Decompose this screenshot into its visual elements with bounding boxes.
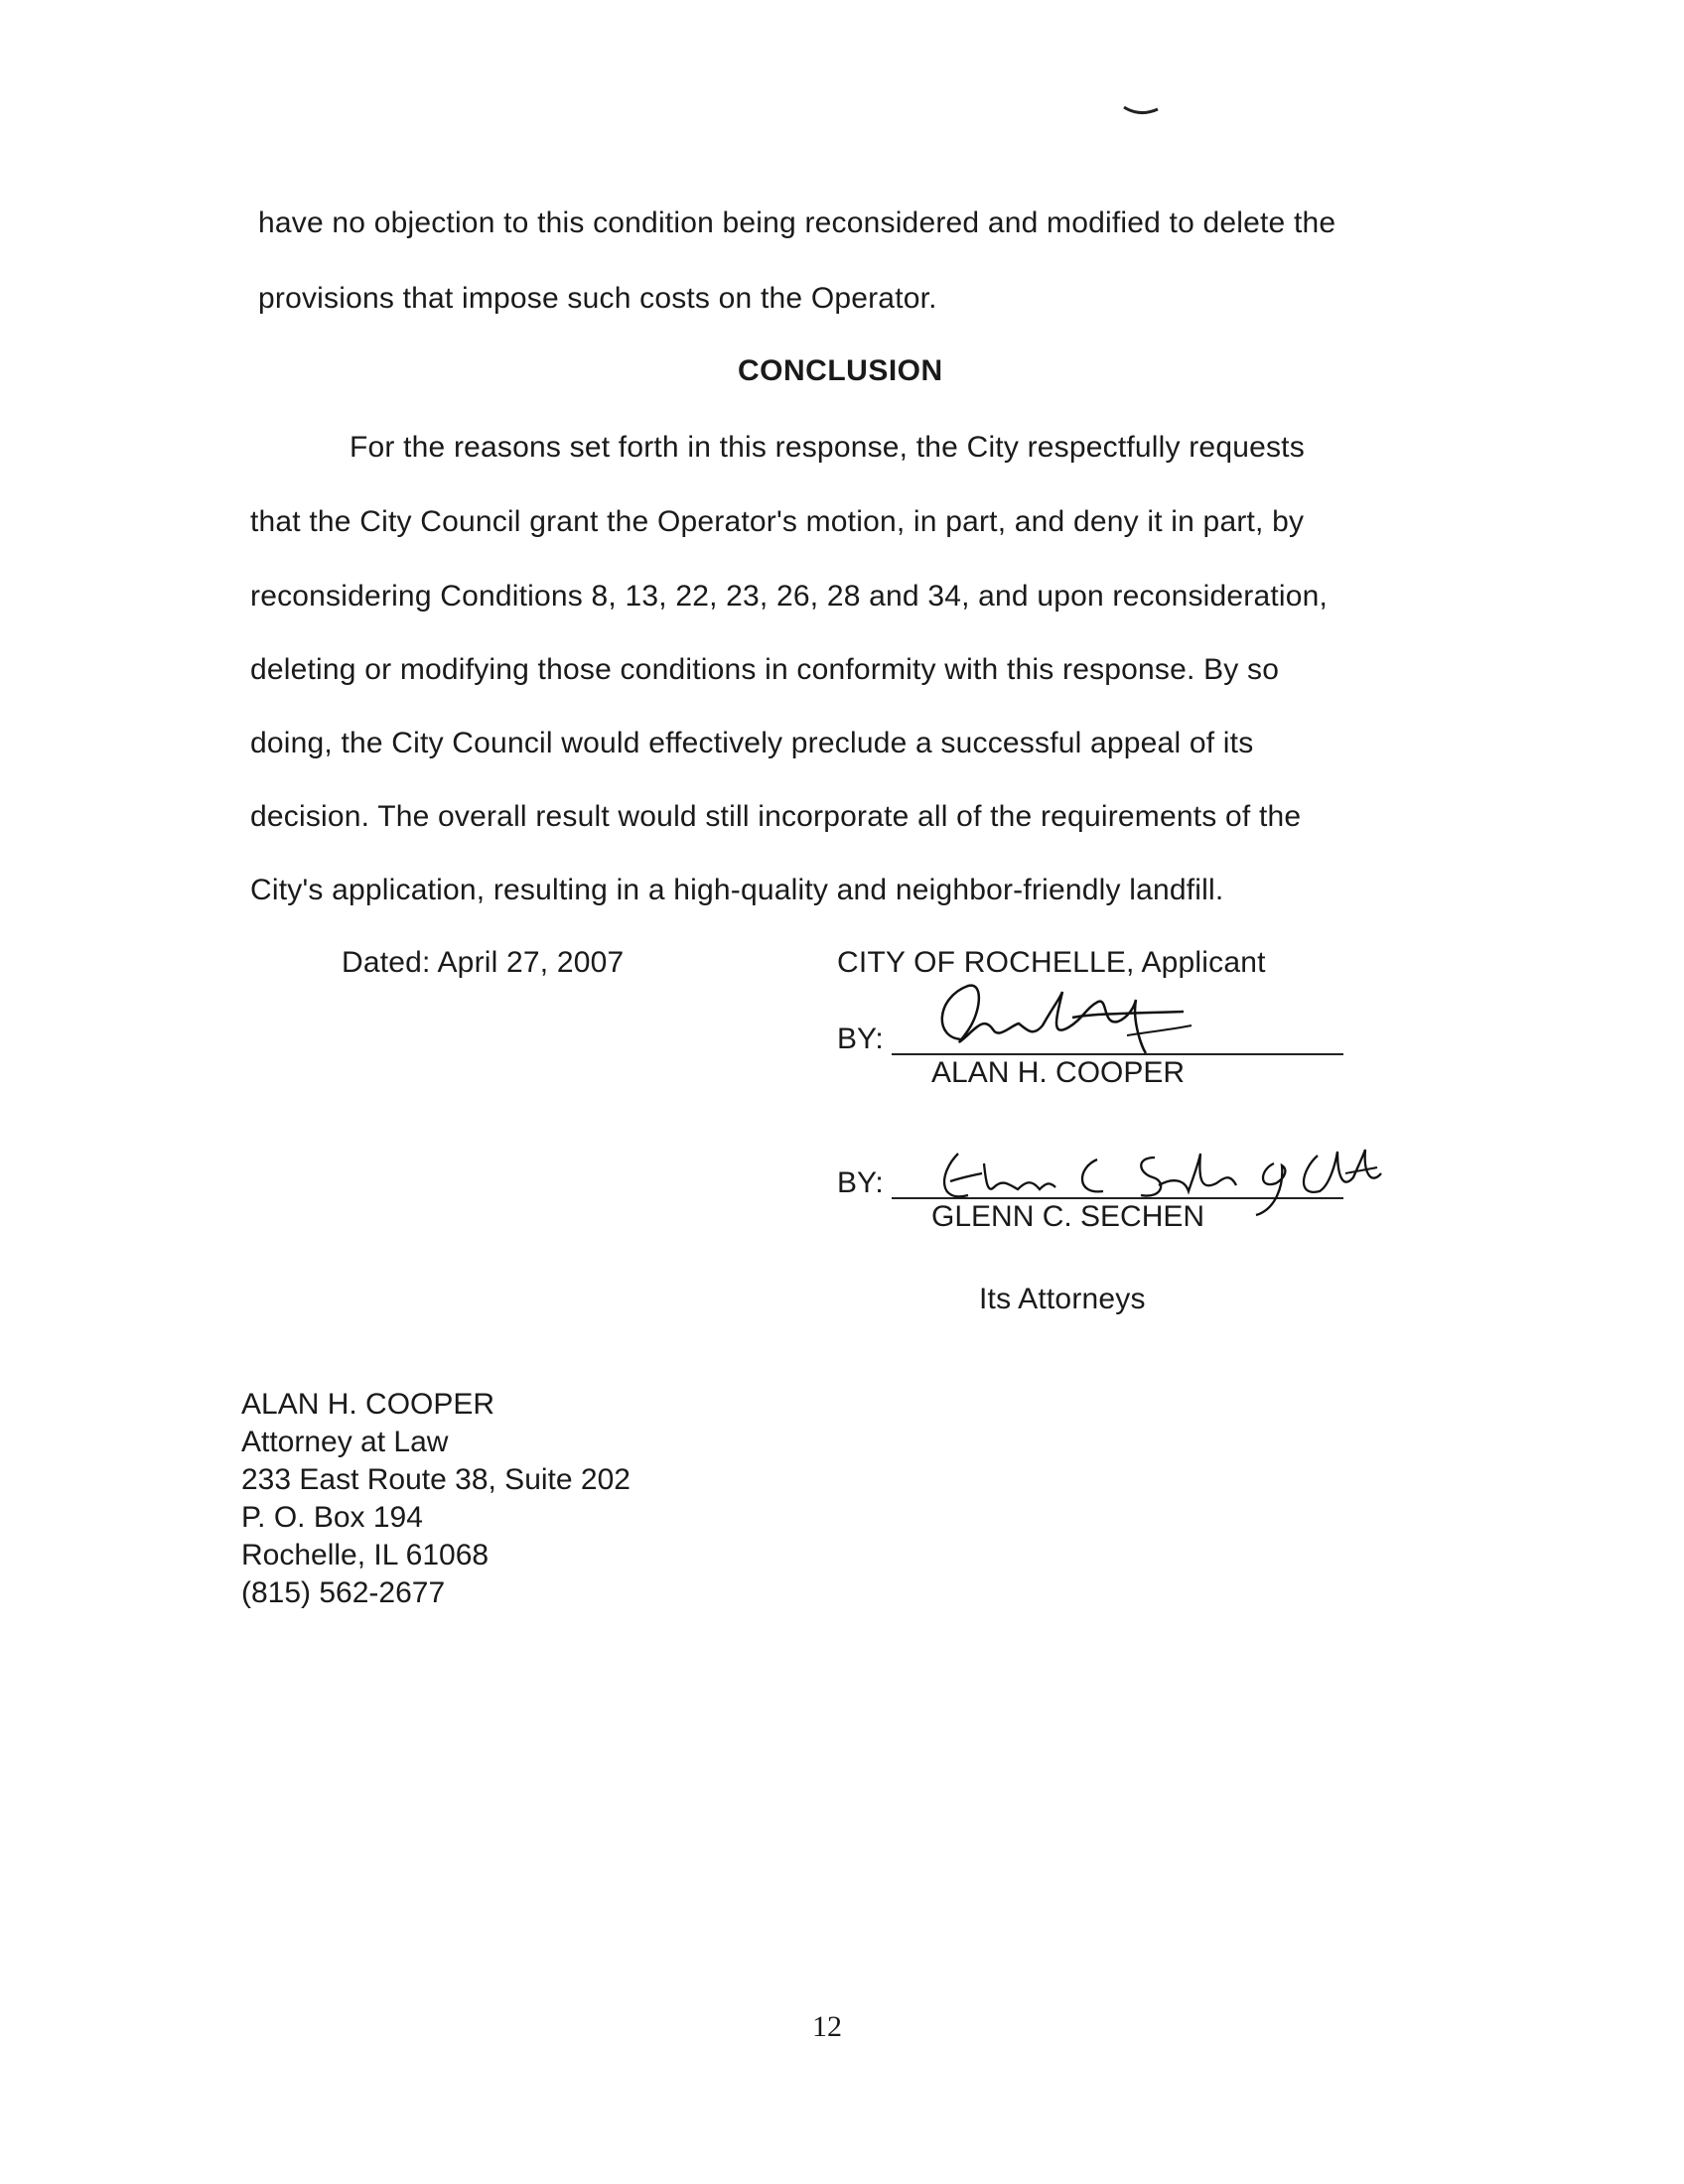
conclusion-line-7: City's application, resulting in a high-quality and neighbor-friendly landfill. bbox=[250, 874, 1224, 906]
conclusion-line-5: doing, the City Council would effectively preclude a successful appeal of its bbox=[250, 727, 1254, 759]
section-heading: CONCLUSION bbox=[738, 354, 943, 387]
conclusion-line-6: decision. The overall result would still incorporate all of the requirements of the bbox=[250, 800, 1302, 833]
address-line: 233 East Route 38, Suite 202 bbox=[241, 1463, 631, 1496]
intro-line-2: provisions that impose such costs on the Operator. bbox=[258, 282, 937, 315]
conclusion-line-1: For the reasons set forth in this response, the City respectfully requests bbox=[350, 431, 1305, 464]
address-block bbox=[241, 1386, 631, 1612]
scan-mark bbox=[1122, 99, 1162, 119]
address-line: (815) 562-2677 bbox=[241, 1576, 446, 1609]
signature-1-by-label: BY: bbox=[837, 1023, 884, 1055]
signature-1-handwriting bbox=[923, 978, 1201, 1057]
applicant-line: CITY OF ROCHELLE, Applicant bbox=[837, 946, 1266, 979]
conclusion-line-4: deleting or modifying those conditions in conformity with this response. By so bbox=[250, 653, 1280, 686]
conclusion-line-3: reconsidering Conditions 8, 13, 22, 23, 26, 28 and 34, and upon reconsideration, bbox=[250, 580, 1329, 613]
address-line: P. O. Box 194 bbox=[241, 1501, 423, 1534]
signature-2-by-label: BY: bbox=[837, 1166, 884, 1199]
conclusion-line-2: that the City Council grant the Operator's motion, in part, and deny it in part, by bbox=[250, 505, 1305, 538]
address-line: Attorney at Law bbox=[241, 1426, 449, 1458]
dated-line: Dated: April 27, 2007 bbox=[342, 946, 625, 979]
signature-1-name: ALAN H. COOPER bbox=[931, 1056, 1186, 1089]
address-line: Rochelle, IL 61068 bbox=[241, 1539, 490, 1571]
its-attorneys: Its Attorneys bbox=[979, 1283, 1146, 1315]
intro-line-1: have no objection to this condition being reconsidered and modified to delete the bbox=[258, 206, 1336, 239]
signature-2-name: GLENN C. SECHEN bbox=[931, 1200, 1205, 1233]
page-number: 12 bbox=[812, 2010, 842, 2043]
address-line: ALAN H. COOPER bbox=[241, 1388, 495, 1421]
